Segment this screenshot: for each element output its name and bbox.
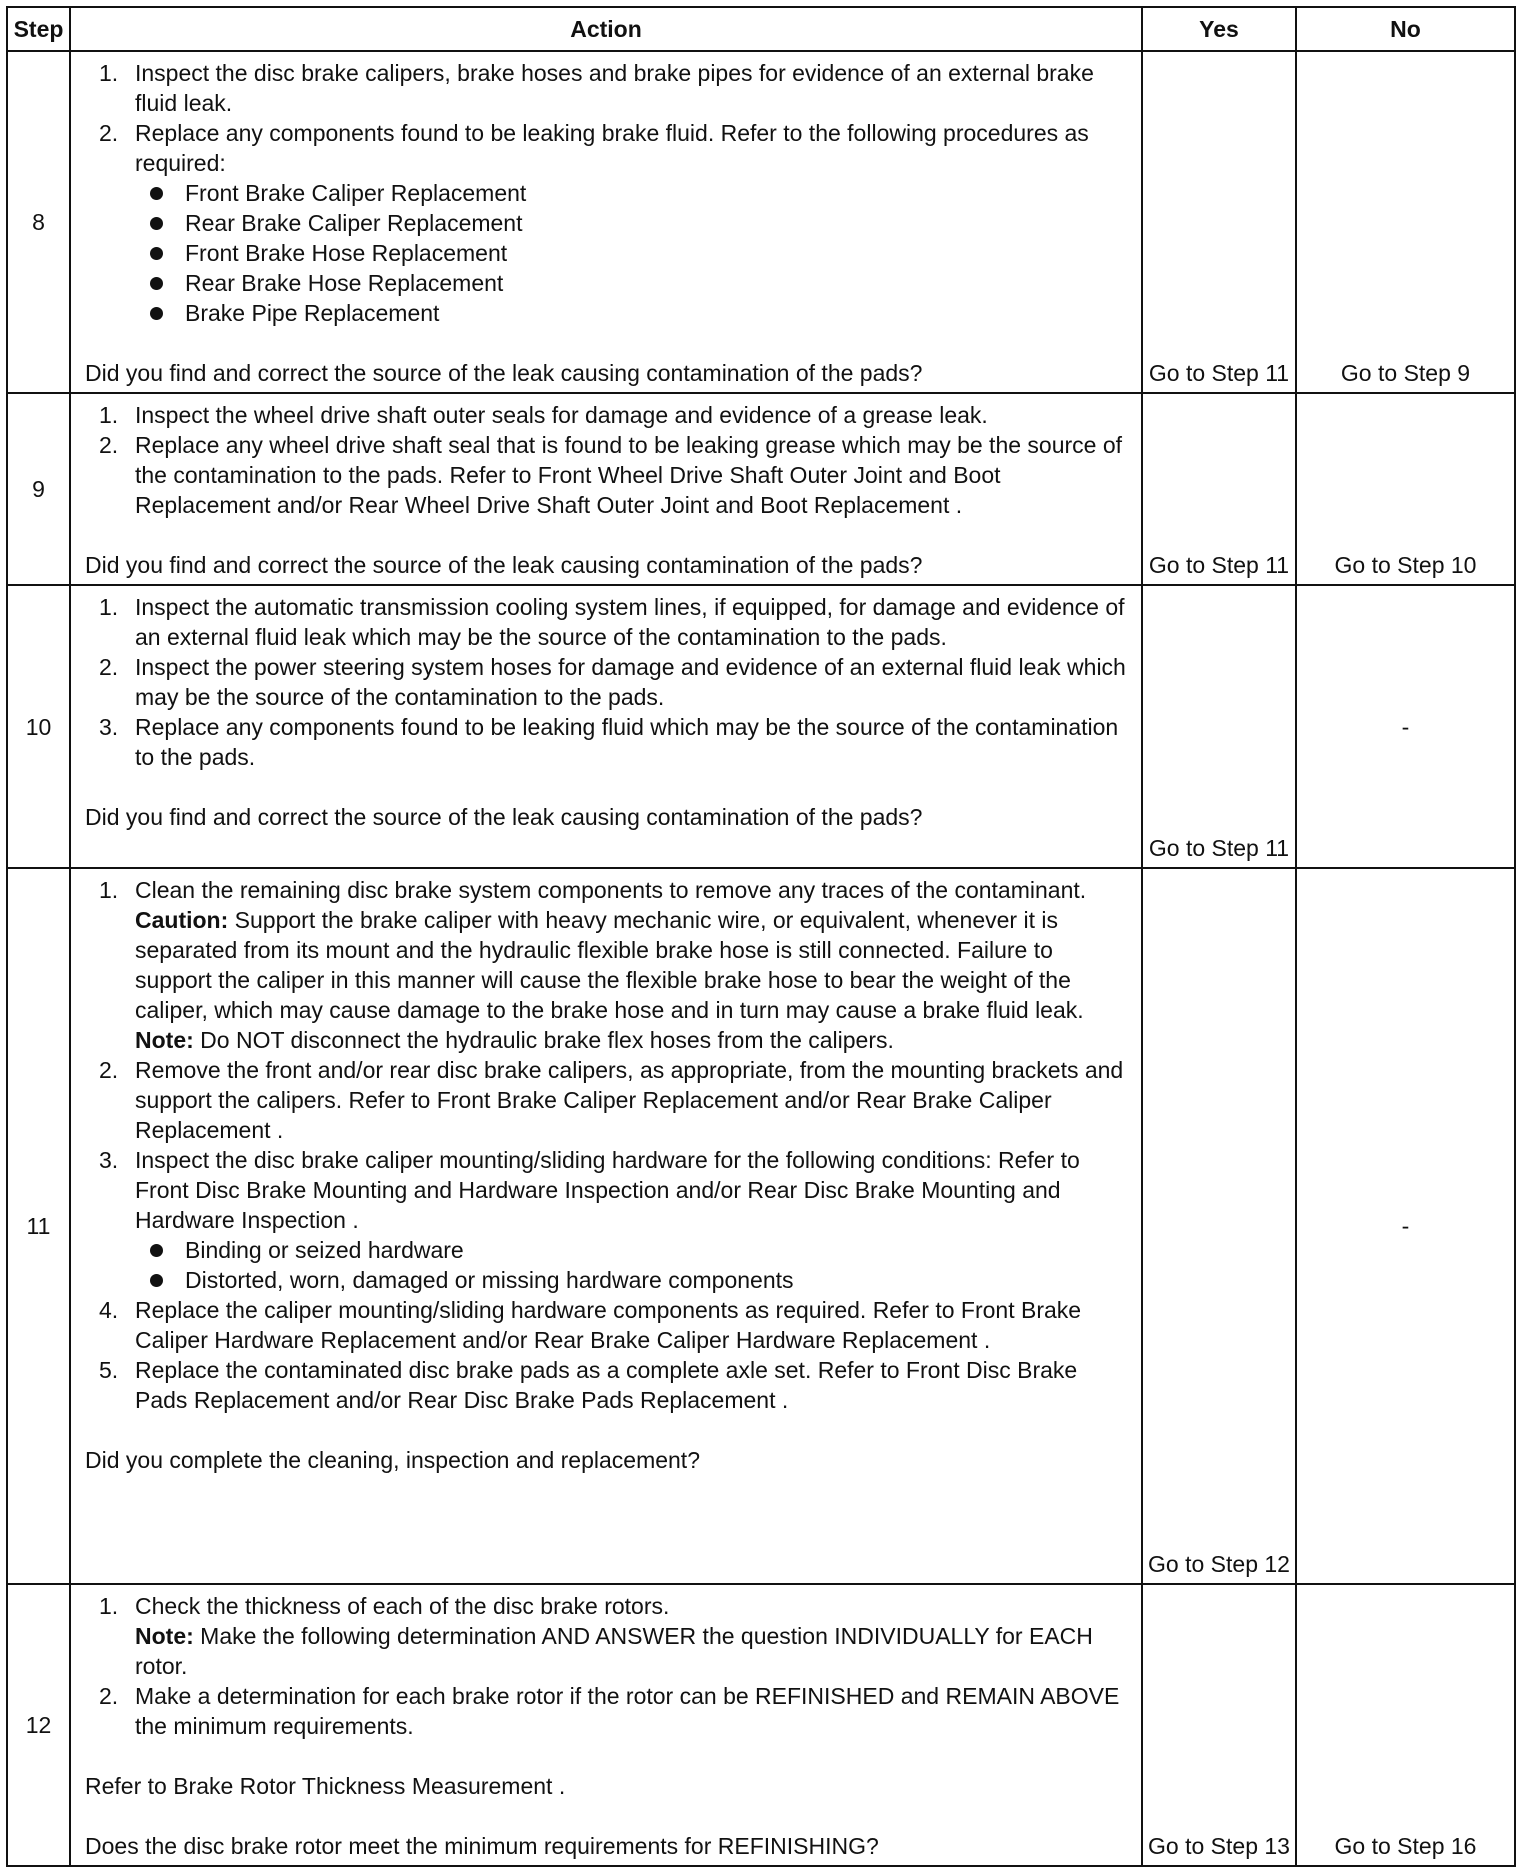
bullet-item: Rear Brake Caliper Replacement — [135, 208, 1127, 238]
yes-cell: Go to Step 11 — [1142, 51, 1296, 393]
step-number: 9 — [7, 393, 70, 585]
header-action: Action — [70, 7, 1142, 51]
header-yes: Yes — [1142, 7, 1296, 51]
step-number: 11 — [7, 868, 70, 1584]
no-cell: Go to Step 9 — [1296, 51, 1515, 393]
list-item: 1. Inspect the disc brake calipers, brake hoses and brake pipes for evidence of an external brake fluid leak. — [99, 60, 1094, 116]
table-row — [7, 1584, 1515, 1866]
yes-cell: Go to Step 12 — [1142, 868, 1296, 1584]
table-row — [7, 393, 1515, 585]
note-label: Note: — [135, 1623, 194, 1649]
action-list — [85, 400, 1127, 520]
list-item: 5. Replace the contaminated disc brake pads as a complete axle set. Refer to Front Disc Brake Pads Replacement and/or Rear Disc Brake Pads Replacement . — [99, 1357, 1078, 1413]
no-cell: - — [1296, 868, 1515, 1584]
list-item: 1. Check the thickness of each of the disc brake rotors. Note: Make the following determination AND ANSWER the question INDIVIDUALLY for EACH rotor. — [85, 1591, 1127, 1681]
note-text: Note: Do NOT disconnect the hydraulic brake flex hoses from the calipers. — [135, 1027, 894, 1053]
list-item: 4. Replace the caliper mounting/sliding hardware components as required. Refer to Front Brake Caliper Hardware Replacement and/or Rear Brake Caliper Hardware Replacement . — [99, 1297, 1082, 1353]
note-label: Note: — [135, 1027, 194, 1053]
step-number: 12 — [7, 1584, 70, 1866]
list-item: 3. Replace any components found to be leaking fluid which may be the source of the contamination to the pads. — [99, 714, 1119, 770]
list-item: 2. Remove the front and/or rear disc brake calipers, as appropriate, from the mounting brackets and support the calipers. Refer to Front Brake Caliper Replacement and/or Rear Brake Caliper Replacement . — [99, 1057, 1124, 1143]
header-step: Step — [7, 7, 70, 51]
list-item: 1. Inspect the automatic transmission cooling system lines, if equipped, for damage and evidence of an external fluid leak which may be the source of the contamination to the pads. — [99, 594, 1125, 650]
caution-text: Caution: Support the brake caliper with heavy mechanic wire, or equivalent, whenever it is separated from its mount and the hydraulic flexible brake hose is still connected. Failure to support the caliper in this manner will cause the flexible brake hose to bear the weight of the caliper, which may cause damage to the brake hose and in turn may cause a brake fluid leak. — [135, 907, 1084, 1023]
no-cell: - — [1296, 585, 1515, 868]
table-row — [7, 868, 1515, 1584]
bullet-item: Front Brake Hose Replacement — [135, 238, 1127, 268]
header-row — [7, 7, 1515, 51]
no-cell: Go to Step 16 — [1296, 1584, 1515, 1866]
table-row — [7, 51, 1515, 393]
bullet-list — [135, 1235, 1127, 1295]
list-item: 2. Replace any wheel drive shaft seal that is found to be leaking grease which may be the source of the contamination to the pads. Refer to Front Wheel Drive Shaft Outer Joint and Boot Replacement and/or Rear Wheel Drive Shaft Outer Joint and Boot Replacement . — [99, 432, 1123, 518]
list-item: 1. Clean the remaining disc brake system components to remove any traces of the contaminant. Caution: Support the brake caliper with heavy mechanic wire, or equivalent, whenever it is separated from its mount and the hydraulic flexible brake hose is still connected. Failure to support the caliper in this manner will cause the flexible brake hose to bear the weight of the caliper, which may cause damage to the brake hose and in turn may cause a brake fluid leak. Note: Do NOT disconnect the hydraulic brake flex hoses from the calipers. — [85, 875, 1127, 1055]
question: Did you find and correct the source of the leak causing contamination of the pads? — [85, 804, 923, 830]
action-cell — [70, 1584, 1142, 1866]
question: Did you complete the cleaning, inspection and replacement? — [85, 1447, 700, 1473]
question: Did you find and correct the source of the leak causing contamination of the pads? — [85, 360, 923, 386]
note-text: Note: Make the following determination AND ANSWER the question INDIVIDUALLY for EACH rotor. — [135, 1623, 1093, 1679]
bullet-item: Distorted, worn, damaged or missing hardware components — [135, 1265, 1127, 1295]
list-item: 2. Make a determination for each brake rotor if the rotor can be REFINISHED and REMAIN ABOVE the minimum requirements. — [99, 1683, 1120, 1739]
action-cell — [70, 868, 1142, 1584]
caution-label: Caution: — [135, 907, 229, 933]
table-row — [7, 585, 1515, 868]
reference-text: Refer to Brake Rotor Thickness Measurement . — [85, 1773, 566, 1799]
question: Did you find and correct the source of the leak causing contamination of the pads? — [85, 552, 923, 578]
bullet-item: Brake Pipe Replacement — [135, 298, 1127, 328]
list-item: 3. Inspect the disc brake caliper mounting/sliding hardware for the following conditions: Refer to Front Disc Brake Mounting and Hardware Inspection and/or Rear Disc Brake Mounting and Hardware Inspection . Binding or seized hardware Distorted, worn, damaged or missing hardware components — [85, 1145, 1127, 1295]
action-list — [85, 875, 1127, 1415]
bullet-item: Front Brake Caliper Replacement — [135, 178, 1127, 208]
no-cell: Go to Step 10 — [1296, 393, 1515, 585]
yes-cell: Go to Step 13 — [1142, 1584, 1296, 1866]
list-item: 2. Inspect the power steering system hoses for damage and evidence of an external fluid leak which may be the source of the contamination to the pads. — [99, 654, 1126, 710]
action-cell — [70, 51, 1142, 393]
action-cell — [70, 393, 1142, 585]
list-item: 1. Inspect the wheel drive shaft outer seals for damage and evidence of a grease leak. — [99, 402, 988, 428]
yes-cell: Go to Step 11 — [1142, 393, 1296, 585]
step-number: 10 — [7, 585, 70, 868]
action-list — [85, 58, 1127, 328]
action-list — [85, 1591, 1127, 1741]
yes-cell: Go to Step 11 — [1142, 585, 1296, 868]
question: Does the disc brake rotor meet the minimum requirements for REFINISHING? — [85, 1833, 879, 1859]
bullet-list — [135, 178, 1127, 328]
bullet-item: Binding or seized hardware — [135, 1235, 1127, 1265]
diagnostic-table — [6, 6, 1516, 1867]
header-no: No — [1296, 7, 1515, 51]
list-item: 2. Replace any components found to be leaking brake fluid. Refer to the following procedures as required: Front Brake Caliper Replacement Rear Brake Caliper Replacement Front Brake Hose Replacement Rear Brake Hose Replacement Brake Pipe Replacement — [85, 118, 1127, 328]
step-number: 8 — [7, 51, 70, 393]
action-cell — [70, 585, 1142, 868]
bullet-item: Rear Brake Hose Replacement — [135, 268, 1127, 298]
action-list — [85, 592, 1127, 772]
